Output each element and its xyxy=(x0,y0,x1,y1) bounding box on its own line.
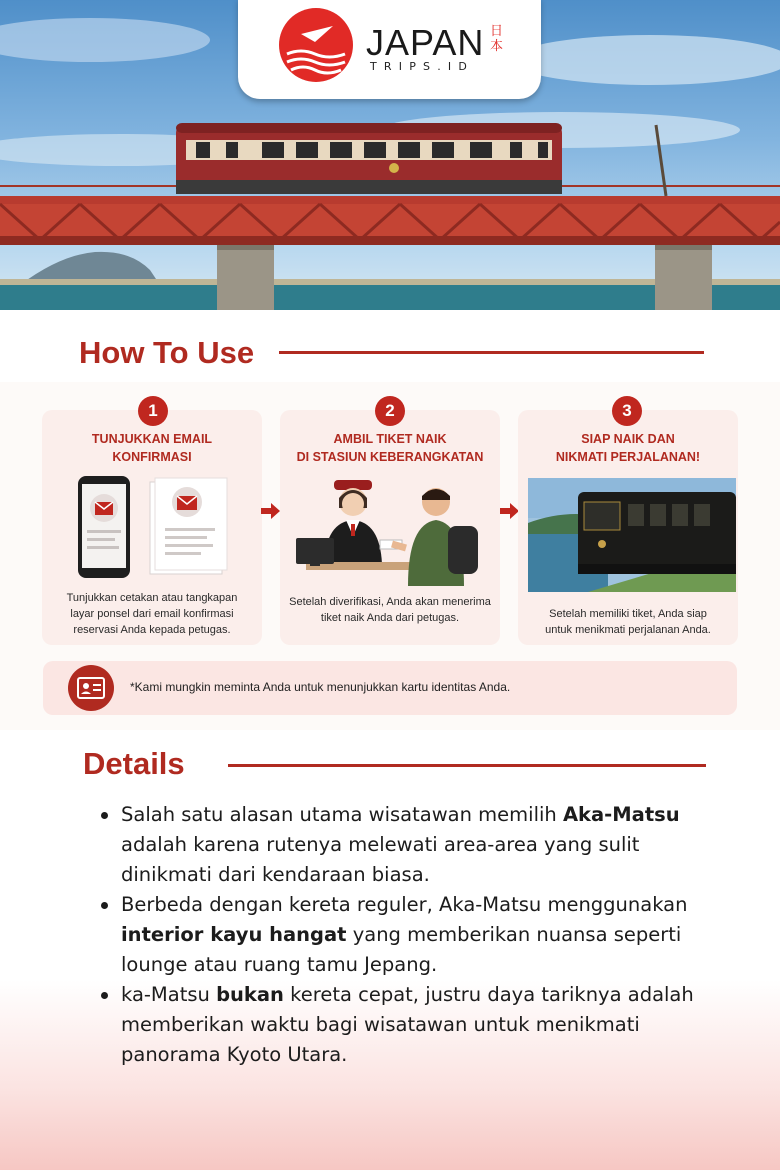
step-title: TUNJUKKAN EMAIL KONFIRMASI xyxy=(91,432,213,464)
step-number-2: 2 xyxy=(375,396,405,426)
step-title: AMBIL TIKET NAIK DI STASIUN KEBERANGKATAN xyxy=(296,432,484,464)
arrow-right-icon xyxy=(259,500,281,522)
step-description: Setelah diverifikasi, Anda akan menerima tiket naik Anda dari petugas. xyxy=(289,596,491,624)
brand-subtitle: TRIPS.ID xyxy=(370,60,475,73)
step-card-1 xyxy=(42,410,262,645)
list-item: ka-Matsu bukan kereta cepat, justru daya tariknya adalah memberikan waktu bagi wisatawan untuk menikmati panorama Kyoto Utara. xyxy=(96,980,716,1070)
step-number-3: 3 xyxy=(612,396,642,426)
step-description: Tunjukkan cetakan atau tangkapan layar ponsel dari email konfirmasi reservasi Anda kepada petugas. xyxy=(66,592,238,636)
step-number-1: 1 xyxy=(138,396,168,426)
id-card-note xyxy=(43,661,737,715)
list-item: Salah satu alasan utama wisatawan memilih Aka-Matsu adalah karena rutenya melewati area-area yang sulit dinikmati dari kendaraan biasa. xyxy=(96,800,716,890)
list-item: Berbeda dengan kereta reguler, Aka-Matsu menggunakan interior kayu hangat yang memberikan nuansa seperti lounge atau ruang tamu Jepang. xyxy=(96,890,716,980)
step-card-2 xyxy=(280,410,500,645)
step-card-3 xyxy=(518,410,738,645)
section-divider xyxy=(228,764,706,767)
hero-image xyxy=(0,0,780,310)
step-description: Setelah memiliki tiket, Anda siap untuk menikmati perjalanan Anda. xyxy=(545,608,711,636)
id-card-icon xyxy=(68,665,114,711)
email-confirmation-icon xyxy=(72,472,242,582)
arrow-right-icon xyxy=(498,500,520,522)
brand-name: JAPAN xyxy=(366,22,485,63)
brand-logo[interactable] xyxy=(238,0,541,99)
logo-mark-icon xyxy=(279,8,353,82)
train-photo xyxy=(528,478,736,592)
details-list xyxy=(96,800,716,1070)
details-title: Details xyxy=(83,746,185,781)
ticket-counter-illustration xyxy=(296,474,486,589)
section-divider xyxy=(279,351,704,354)
note-text: *Kami mungkin meminta Anda untuk menunjukkan kartu identitas Anda. xyxy=(130,680,511,694)
step-title: SIAP NAIK DAN NIKMATI PERJALANAN! xyxy=(555,432,701,464)
how-to-use-title: How To Use xyxy=(79,335,255,370)
brand-kanji: 日本 xyxy=(490,24,504,54)
